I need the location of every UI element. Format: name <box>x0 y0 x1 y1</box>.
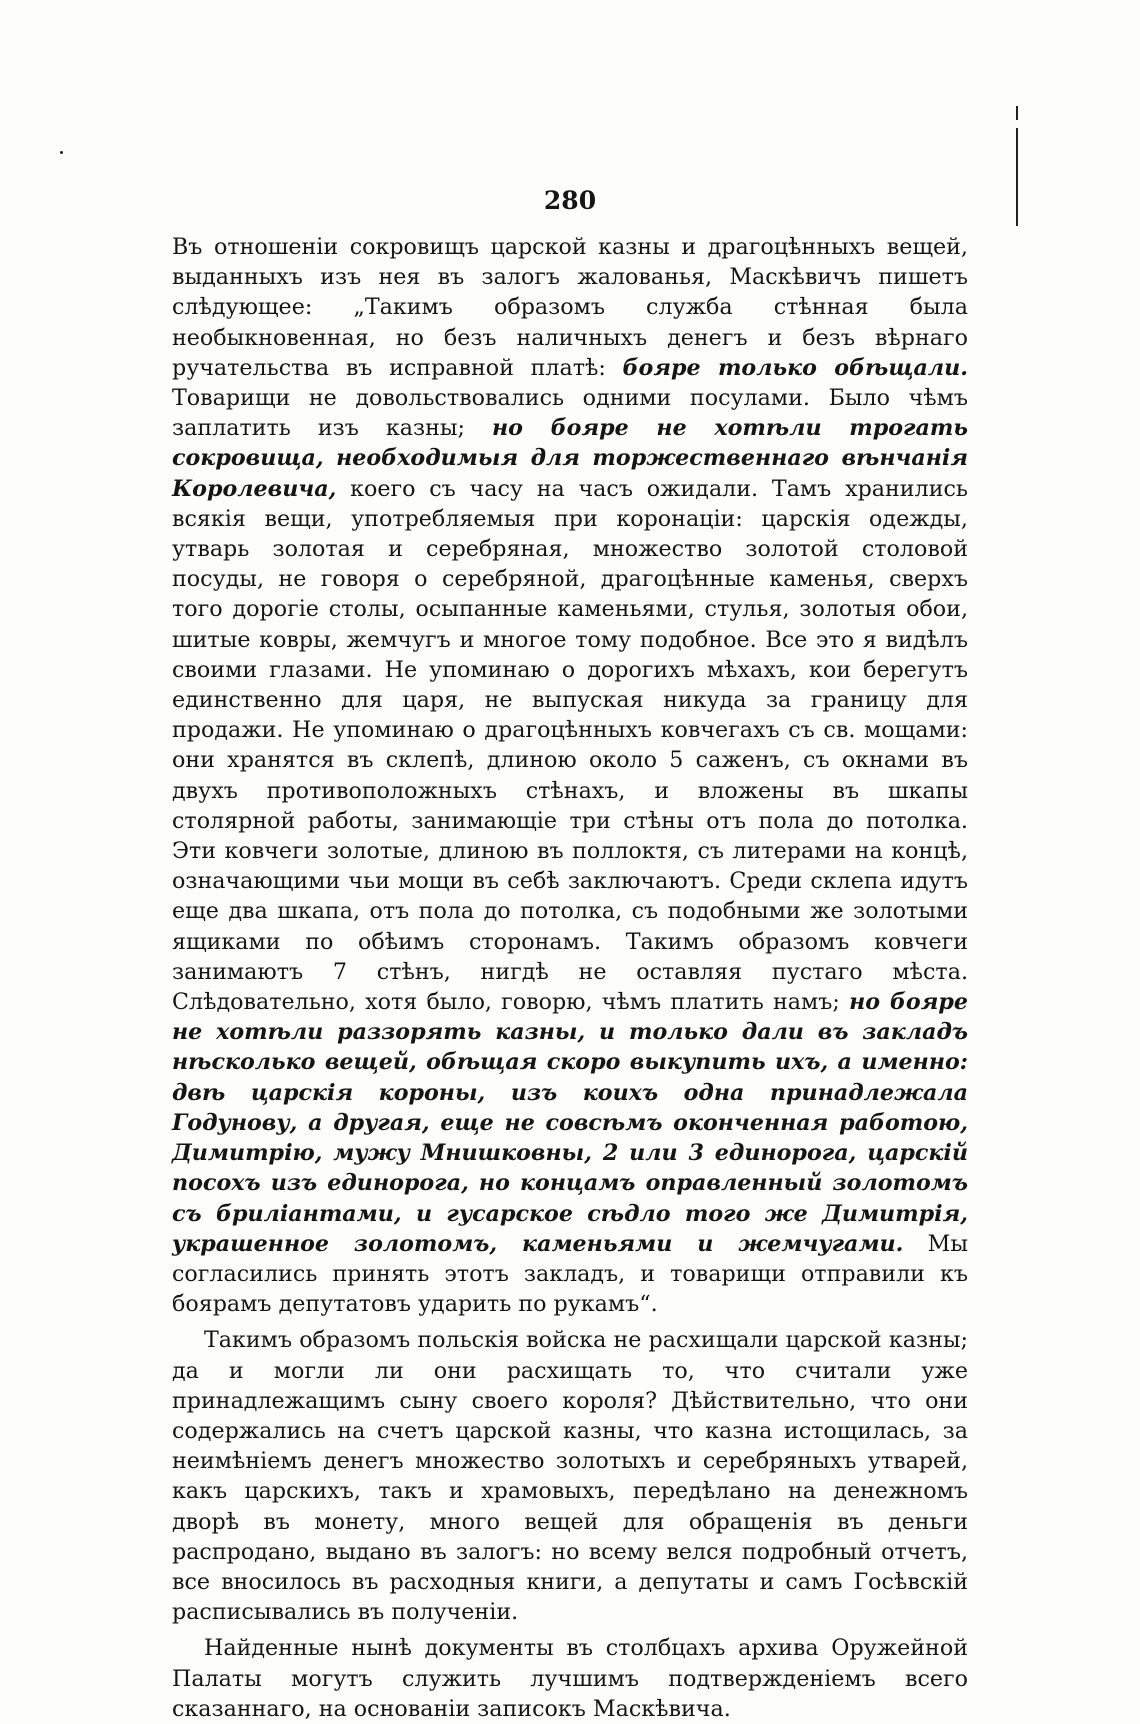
text-run: Такимъ образомъ польскія войска не расхищали царской казны; да и могли ли они расхищать то, что считали уже принадлежащимъ сыну своего короля? Дѣйствительно, что они содержались на счетъ царской казны, что казна истощилась, за неимѣніемъ денегъ множество золотыхъ и серебряныхъ утварей, какъ царскихъ, такъ и храмовыхъ, передѣлано на денежномъ дворѣ въ монету, много вещей для обращенія въ деньги распродано, выдано въ залогъ: но всему велся подробный отчетъ, все вносилось въ расходныя книги, а депутаты и самъ Госѣвскій расписывались въ полученіи. <box>172 1327 968 1626</box>
page-body <box>172 232 968 1724</box>
paragraph-2 <box>172 1325 968 1627</box>
text-run: Найденные нынѣ документы въ столбцахъ архива Оружейной Палаты могутъ служить лучшимъ подтвержденіемъ всего сказаннаго, на основаніи записокъ Маскѣвича. <box>172 1635 968 1722</box>
italic-run: бояре только обѣщали. <box>622 354 968 381</box>
page-number: 280 <box>543 186 597 215</box>
paragraph-1 <box>172 232 968 1319</box>
scan-edge-mark <box>1016 106 1018 120</box>
text-run: Въ отношенiи сокровищъ царской казны и драгоцѣнныхъ вещей, выданныхъ изъ нея въ залогъ жалованья, Маскѣвичъ пишетъ слѣдующее: „Такимъ образомъ служба стѣнная была необыкновенная, но безъ наличныхъ денегъ и безъ вѣрнаго ручательства въ исправной платѣ: <box>172 234 968 381</box>
text-run: коего съ часу на часъ ожидали. Тамъ хранились всякія вещи, употребляемыя при коронаціи: царскія одежды, утварь золотая и серебряная, множество золотой столовой посуды, не говоря о серебряной, драгоцѣнные каменья, сверхъ того дорогіе столы, осыпанные каменьями, стулья, золотыя обои, шитые ковры, жемчугъ и многое тому подобное. Все это я видѣлъ своими глазами. Не упоминаю о дорогихъ мѣхахъ, кои берегутъ единственно для царя, не выпуская никуда за границу для продажи. Не упоминаю о драгоцѣнныхъ ковчегахъ съ св. мощами: они хранятся въ склепѣ, длиною около 5 саженъ, съ окнами въ двухъ противоположныхъ стѣнахъ, и вложены въ шкапы столярной работы, занимающіе три стѣны отъ пола до потолка. Эти ковчеги золотые, длиною въ поллоктя, съ литерами на концѣ, означающими чьи мощи въ себѣ заключаютъ. Среди склепа идутъ еще два шкапа, отъ пола до потолка, съ подобными же золотыми ящиками по обѣимъ сторонамъ. Такимъ образомъ ковчеги занимаютъ 7 стѣнъ, нигдѣ не оставляя пустаго мѣста. Слѣдовательно, хотя было, говорю, чѣмъ платить намъ; <box>172 475 968 1016</box>
paragraph-3 <box>172 1633 968 1724</box>
text-run: Товарищи не довольствовались одними посулами. Было чѣмъ заплатить изъ казны; <box>172 385 968 442</box>
scan-dust-speck <box>60 151 63 154</box>
italic-run: но бояре не хотѣли раззорять казны, и только дали въ закладъ нѣсколько вещей, обѣщая скоро выкупить ихъ, а именно: двѣ царскія короны, изъ коихъ одна принадлежала Годунову, а другая, еще не совсѣмъ оконченная работою, Димитрію, мужу Мнишковны, 2 или 3 единорога, царскій посохъ изъ единорога, но концамъ оправленный золотомъ съ бриліантами, и гусарское сѣдло того же Димитрія, украшенное золотомъ, каменьями и жемчугами. <box>172 989 968 1257</box>
italic-run: но бояре не хотѣли трогать сокровища, необходимыя для торжественнаго вѣнчанія Королевича, <box>172 415 969 502</box>
text-run: Мы согласились принять этотъ закладъ, и товарищи отправили къ боярамъ депутатовъ ударить по рукамъ“. <box>172 1230 968 1318</box>
